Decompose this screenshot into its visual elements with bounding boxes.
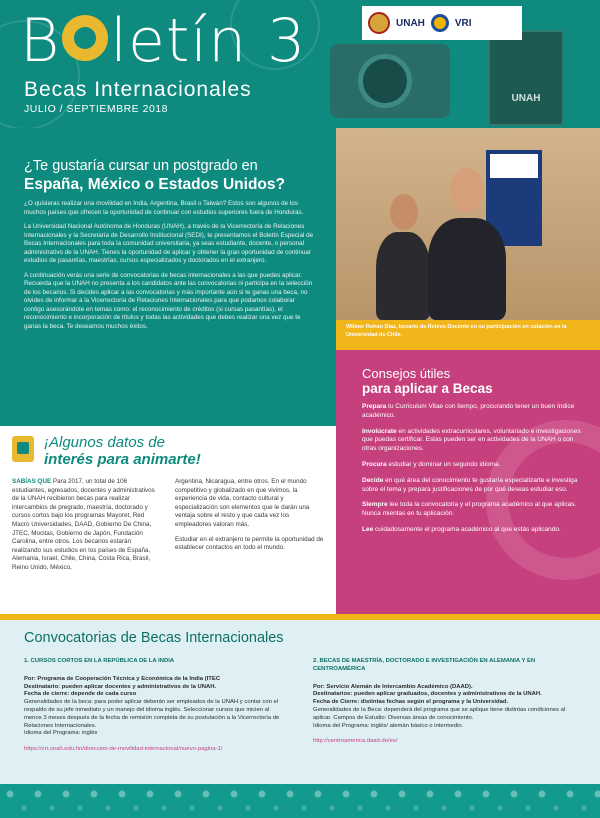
tip-lead: Procura xyxy=(362,460,387,468)
photo xyxy=(336,128,600,320)
vri-logo-text: VRI xyxy=(454,17,472,29)
scholarship-link[interactable]: https://vri.unah.edu.hn/direccion-de-movilidad-internacional/nuevo-pagina-1/ xyxy=(24,746,223,753)
facts-text: Para 2017, un total de 106 estudiantes, egresados, docentes y administrativos de la UNAH recibieron becas para realizar intercambios de pregrado, maestría, doctorado y cursos cortos bajo los programas Mayoret, Red Macro Universidades, DAAD, Gobierno De China, JTEC, Mocitas, Gobierno de Japón, Fundación Carolina, entre otros. Los becarios estarán realizando sus estudios en los países de España, Alemania, Israel, Chile, China, Costa Rica, Brasil, Reino Unido, México, xyxy=(12,478,155,571)
camera-illustration xyxy=(330,44,450,118)
scholarship-heading: 1. CURSOS CORTOS EN LA REPÚBLICA DE LA INDIA xyxy=(24,658,175,664)
intro-section xyxy=(0,128,336,426)
facts-column xyxy=(12,478,161,579)
tips-title-line1: Consejos útiles xyxy=(362,366,451,381)
footer-band xyxy=(0,784,600,818)
tip-text: tu Curriculum Vitae con tiempo, procurando tener un buen índice académico. xyxy=(362,403,575,419)
person-figure xyxy=(376,232,430,320)
scholarship-provider: Por: Servicio Alemán de Intercambio Académico (DAAD). xyxy=(313,683,473,690)
scholarship-description: Generalidades de la Beca: dependerá del programa que se aplique tiene distintas condiciones al aplicar. Campos de Estudio: Diversas áreas de conocimiento. xyxy=(313,706,566,721)
globe-icon xyxy=(62,15,108,61)
facts-paragraph: Argentina, Nicaragua, entre otros. En el mundo competitivo y globalizado en que vivimos, la experiencia de vida, contacto cultural y especialización son elementos que le darán una ventaja sobre el resto y que cada vez los empleadores valoran más. xyxy=(175,478,310,528)
person-figure xyxy=(428,218,506,320)
scholarship-language: Idioma del Programa: inglés xyxy=(24,730,98,737)
scholarship-provider: Por: Programa de Cooperación Técnica y Económica de la India (ITEC xyxy=(24,675,221,682)
tip-lead: Siempre xyxy=(362,501,388,509)
facts-section xyxy=(0,426,336,614)
tips-section xyxy=(336,350,600,614)
tip-item xyxy=(362,501,586,519)
footer-pattern xyxy=(0,784,600,818)
title-rest: letín 3 xyxy=(110,6,307,76)
header-banner xyxy=(0,0,600,128)
scholarship-item xyxy=(24,658,287,754)
unah-logo-text: UNAH xyxy=(396,17,425,29)
scholarship-deadline: Fecha de Cierre: distintas fechas según el programa y la Universidad. xyxy=(313,699,509,706)
scholarship-heading: 2. BECAS DE MAESTRÍA, DOCTORADO E INVESTIGACIÓN EN ALEMANIA Y EN CENTROAMÉRICA xyxy=(313,658,536,672)
vri-logo-icon xyxy=(431,14,449,32)
tip-lead: Decide xyxy=(362,476,384,484)
person-head xyxy=(390,194,418,230)
tip-item xyxy=(362,461,586,470)
tip-lead: Prepara xyxy=(362,403,387,410)
scholarship-recipients: Destinatarios: pueden aplicar graduados, docentes y administrativos de la UNAH. xyxy=(313,691,542,698)
institution-logos xyxy=(362,6,522,40)
tip-item xyxy=(362,428,586,454)
tip-item xyxy=(362,526,586,535)
intro-paragraph: La Universidad Nacional Autónoma de Honduras (UNAH), a través de la Vicerrectoría de Relaciones Internacionales y la Secretaría de Desarrollo Institucional (SEDI), te presentamos el Boletín Especial de Becas Internacionales para toda la comunidad universitaria, ya seas estudiante, docente, o personal administrativo de la UNAH. Tienes la oportunidad de aplicar y obtener la gran oportunidad de continuar estudios de pasantías, maestrías, cursos especializados y doctorados en el extranjero. xyxy=(24,223,314,264)
intro-question-line2: España, México o Estados Unidos? xyxy=(24,176,285,193)
intro-question-line1: ¿Te gustaría cursar un postgrado en xyxy=(24,158,258,174)
tip-text: en actividades extracurriculares, voluntariado e investigaciones que puedas certificar. Estas pueden ser en actividades de la UNAH o con otras organizaciones. xyxy=(362,427,581,453)
camera-lens xyxy=(358,54,412,108)
intro-paragraph: A continuación verás una serie de convocatorias de becas internacionales a las que puedes aplicar. Recuerda que la UNAH no presenta a los candidatos ante las convocatorias ni participa en la selección de los becarios. Si decides aplicar a las convocatorias y más importante aún si te ganas una beca, no olvides de informar a la Vicerrectoría de Relaciones Internacionales para que podamos colaborar contigo asesorándote en temas como: el reconocimiento de créditos (si cursas pasantías), el reconocimiento e incorporación de títulos y todas las actividades que debes realizar una vez que te ganas la beca. Te deseamos muchos éxitos. xyxy=(24,271,313,330)
scholarships-columns xyxy=(24,658,576,754)
photo-caption: Wilmer Rohan Díaz, becario de Relevo Docente en su participación en colación en la Universidad de Chile. xyxy=(336,320,600,350)
facts-paragraph xyxy=(12,478,161,573)
tip-text: estudiar y dominar un segundo idioma. xyxy=(386,460,501,468)
tip-item xyxy=(362,477,586,495)
scholarship-deadline: Fecha de cierre: depende de cada curso xyxy=(24,691,137,698)
intro-paragraph: ¿O quisieras realizar una movilidad en India, Argentina, Brasil o Taiwán? Estos son algunos de los muchos países que ofrecen la oportunidad de continuar con estudios superiores fuera de Honduras. xyxy=(24,200,304,216)
photo-banner-header xyxy=(490,154,538,178)
scholarships-section xyxy=(0,620,600,784)
tip-text: cuidadosamente el programa académico al que estás aplicando. xyxy=(373,525,561,533)
bulletin-title xyxy=(20,6,306,76)
facts-lead: SABÍAS QUE xyxy=(12,478,52,485)
suitcase-icon xyxy=(12,436,34,462)
tip-item xyxy=(362,403,586,421)
tip-text: en qué área del conocimiento te gustaría especializarte e investiga sobre el tema y prepara justificaciones de por qué deseas estudiar eso. xyxy=(362,476,578,493)
tip-lead: Lee xyxy=(362,525,374,533)
scholarship-recipients: Destinatario: pueden aplicar docentes y administrativos de la UNAH. xyxy=(24,683,217,690)
scholarship-language: Idioma del Programa: inglés/ alemán básico o intermedio. xyxy=(313,722,464,729)
facts-column xyxy=(175,478,324,579)
facts-paragraph: Estudiar en el extranjero te permite la oportunidad de establecer contactos en todo el mundo. xyxy=(175,535,324,552)
facts-columns xyxy=(12,478,324,579)
bulletin-period: JULIO / SEPTIEMBRE 2018 xyxy=(24,103,168,115)
scholarship-link[interactable]: http://centroamerica.daad.de/es/ xyxy=(313,738,398,745)
scholarship-description: Generalidades de la beca: para poder aplicar deberán ser empleados de la UNAH y contar con el respaldo de su jefe inmediato y un manejo del idioma inglés. Seleccionar cursos que inicien al menos 3 meses después de la fecha de remisión completa de su postulación a la Vicerrectoría de Relaciones Internacionales. xyxy=(24,699,280,729)
scholarships-title: Convocatorias de Becas Internacionales xyxy=(24,630,284,646)
passport-illustration xyxy=(488,30,564,126)
tips-title-line2: para aplicar a Becas xyxy=(362,381,493,396)
tip-text: lee toda la convocatoria y el programa académico al que aplicas. Nunca mientas en tu aplicación. xyxy=(362,501,577,518)
unah-seal-icon xyxy=(368,12,390,34)
passport-label: UNAH xyxy=(511,93,541,104)
tip-lead: Involúcrate xyxy=(362,427,397,435)
person-head xyxy=(450,168,484,212)
facts-title-line2: interés para animarte! xyxy=(44,451,201,468)
title-letter: B xyxy=(20,6,61,76)
scholarship-item xyxy=(313,658,576,754)
facts-title-line1: ¡Algunos datos de xyxy=(44,434,165,451)
bulletin-subtitle: Becas Internacionales xyxy=(24,78,252,101)
